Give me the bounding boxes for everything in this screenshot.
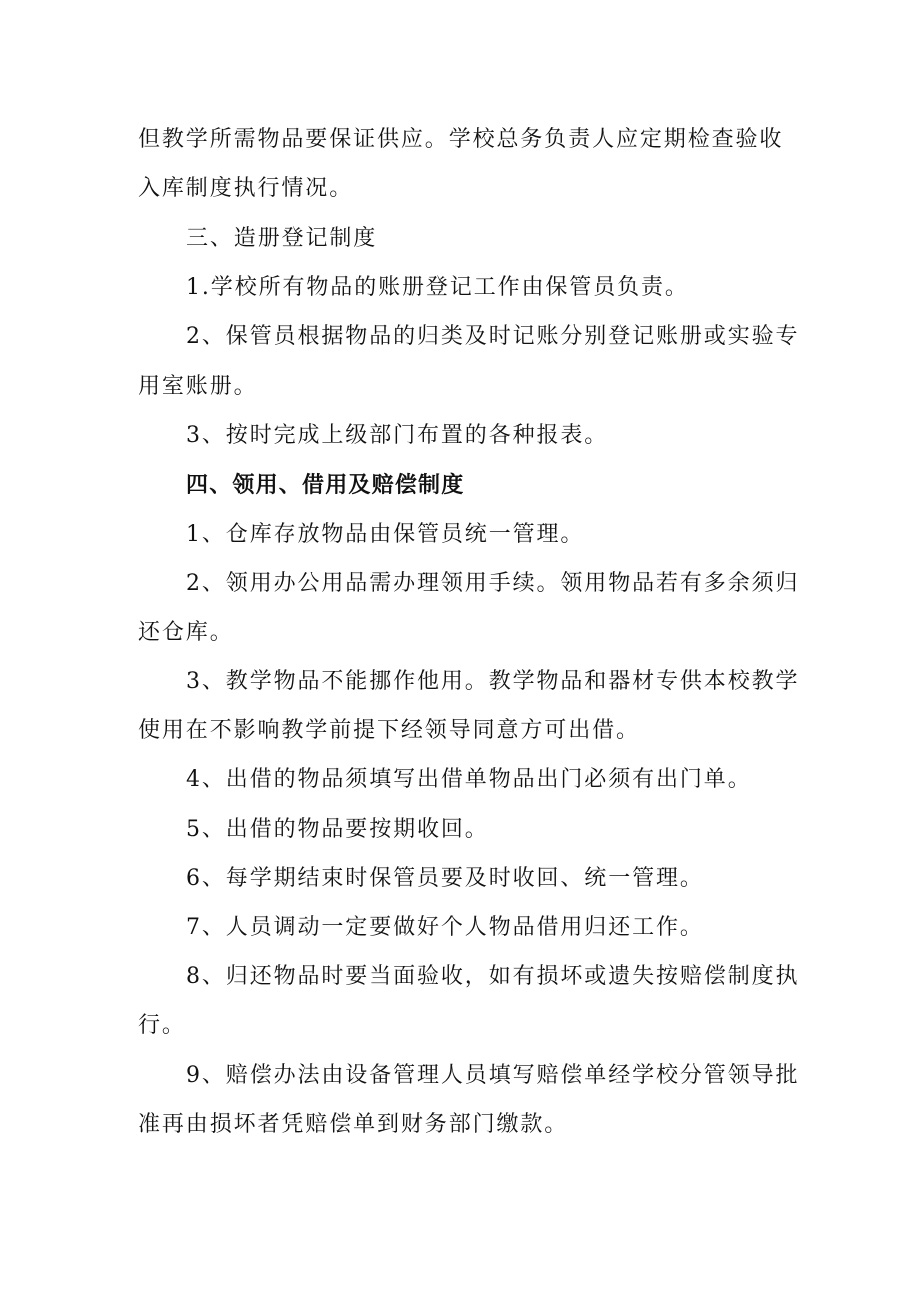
list-item: 2、领用办公用品需办理领用手续。领用物品若有多余须归 xyxy=(186,571,800,596)
list-item: 4、出借的物品须填写出借单物品出门必须有出门单。 xyxy=(186,767,752,792)
list-item: 1、仓库存放物品由保管员统一管理。 xyxy=(186,522,585,547)
list-item: 9、赔偿办法由设备管理人员填写赔偿单经学校分管领导批 xyxy=(186,1063,800,1088)
list-item: 7、人员调动一定要做好个人物品借用归还工作。 xyxy=(186,915,704,940)
list-item: 1.学校所有物品的账册登记工作由保管员负责。 xyxy=(186,275,689,300)
paragraph-line: 还仓库。 xyxy=(138,620,234,645)
section-heading: 四、领用、借用及赔偿制度 xyxy=(186,473,465,498)
paragraph-line: 入库制度执行情况。 xyxy=(138,176,354,201)
list-item: 6、每学期结束时保管员要及时收回、统一管理。 xyxy=(186,866,704,891)
list-item: 3、教学物品不能挪作他用。教学物品和器材专供本校教学 xyxy=(186,669,800,694)
list-item: 8、归还物品时要当面验收，如有损坏或遗失按赔偿制度执 xyxy=(186,964,800,989)
section-heading: 三、造册登记制度 xyxy=(186,226,378,251)
list-item: 5、出借的物品要按期收回。 xyxy=(186,817,489,842)
paragraph-line: 行。 xyxy=(138,1013,186,1038)
paragraph-line: 准再由损坏者凭赔偿单到财务部门缴款。 xyxy=(138,1112,569,1137)
list-item: 2、保管员根据物品的归类及时记账分别登记账册或实验专 xyxy=(186,324,800,349)
paragraph-line: 用室账册。 xyxy=(138,374,258,399)
paragraph-line: 使用在不影响教学前提下经领导同意方可出借。 xyxy=(138,718,640,743)
list-item: 3、按时完成上级部门布置的各种报表。 xyxy=(186,423,609,448)
paragraph-line: 但教学所需物品要保证供应。学校总务负责人应定期检查验收 xyxy=(138,127,784,152)
